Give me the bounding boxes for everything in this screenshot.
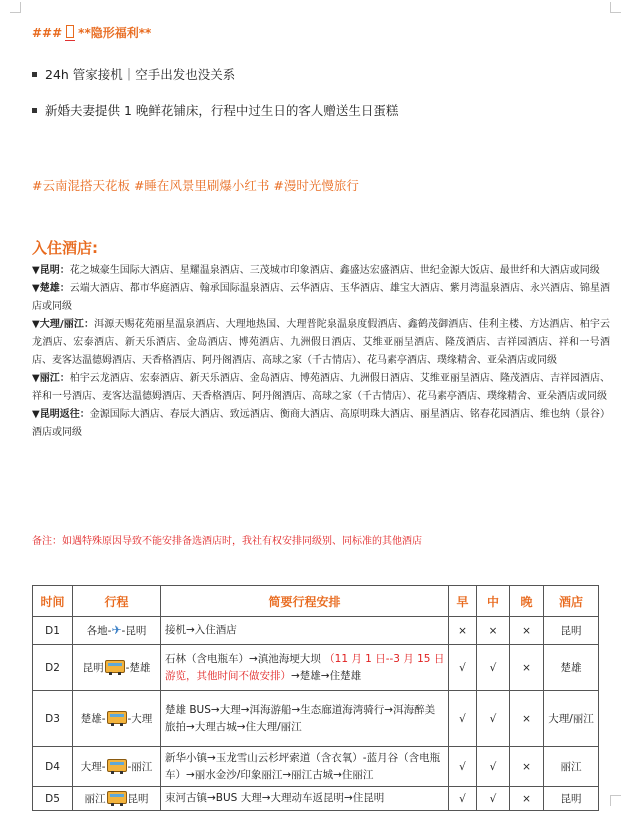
col-header-breakfast: 早 <box>449 586 477 617</box>
route-from: 楚雄- <box>80 713 106 725</box>
bullet-text: 新婚夫妻提供 1 晚鲜花铺床，行程中过生日的客人赠送生日蛋糕 <box>45 103 399 118</box>
bus-icon <box>105 660 125 673</box>
cell-lunch: √ <box>477 747 510 787</box>
hotel-note: 备注：如遇特殊原因导致不能安排备选酒店时，我社有权安排同级别、同标准的其他酒店 <box>32 536 422 547</box>
cell-route <box>73 617 161 645</box>
cell-day: D3 <box>33 691 73 747</box>
col-header-plan: 简要行程安排 <box>161 586 449 617</box>
cell-day: D2 <box>33 645 73 691</box>
cell-day: D1 <box>33 617 73 645</box>
cell-plan <box>161 747 449 787</box>
hotel-city: ▼丽江： <box>32 373 70 384</box>
cell-plan <box>161 787 449 811</box>
cell-breakfast: √ <box>449 645 477 691</box>
plan-text: 石林（含电瓶车）→滇池海埂大坝 <box>165 652 325 665</box>
plan-text: 接机→入住酒店 <box>165 624 237 636</box>
hotel-section-title: 入住酒店: <box>32 239 98 257</box>
route-to: -楚雄 <box>125 662 151 674</box>
cell-breakfast: √ <box>449 691 477 747</box>
bullet-icon <box>32 72 37 77</box>
bullet-text: 24h 管家接机｜空手出发也没关系 <box>45 67 236 82</box>
table-row <box>33 645 599 691</box>
route-to: 昆明 <box>127 793 149 805</box>
plan-text: 楚雄 BUS→大理→洱海游船→生态廊道海湾骑行→洱海醉美旅拍→大理古城→住大理/丽江 <box>165 703 436 733</box>
cell-route <box>73 747 161 787</box>
route-from: 各地- <box>86 625 112 637</box>
cell-dinner: × <box>510 617 544 645</box>
cell-lunch: √ <box>477 645 510 691</box>
table-row <box>33 787 599 811</box>
col-header-route: 行程 <box>73 586 161 617</box>
bullet-item <box>32 65 235 83</box>
cell-day: D4 <box>33 747 73 787</box>
cell-lunch: × <box>477 617 510 645</box>
hotel-entry <box>32 370 610 406</box>
cell-hotel: 大理/丽江 <box>544 691 599 747</box>
hotel-names: 洱源天赐花苑丽星温泉酒店、大理地热国、大理普陀泉温泉度假酒店、鑫鹤茂御酒店、佳利主楼、方达酒店、柏宇云龙酒店、宏泰酒店、新天乐酒店、金岛酒店、博苑酒店、九洲假日酒店、艾维亚丽呈酒店、隆茂酒店、吉祥园酒店、祥和一号酒店、麦客达温德姆酒店、天香格酒店、阿丹阁酒店、高球之家（千古情店）、花马素亭酒店、璞缘精舍、亚朵酒店或同级 <box>32 319 611 366</box>
col-header-hotel: 酒店 <box>544 586 599 617</box>
cell-hotel: 昆明 <box>544 617 599 645</box>
route-from: 昆明 <box>82 662 104 674</box>
table-row <box>33 747 599 787</box>
bus-icon <box>107 711 127 724</box>
cell-dinner: × <box>510 747 544 787</box>
cell-dinner: × <box>510 691 544 747</box>
cell-route <box>73 787 161 811</box>
col-header-lunch: 中 <box>477 586 510 617</box>
hotel-names: 金源国际大酒店、春辰大酒店、致远酒店、衡商大酒店、高原明珠大酒店、丽星酒店、铭春花园酒店、维也纳（景谷）酒店或同级 <box>32 409 610 438</box>
cell-hotel: 楚雄 <box>544 645 599 691</box>
itinerary-table <box>32 585 599 811</box>
hotel-city: ▼大理/丽江： <box>32 319 95 330</box>
hotel-city: ▼昆明： <box>32 265 70 276</box>
airplane-icon: ✈ <box>111 623 122 637</box>
hotel-entry <box>32 262 610 280</box>
route-from: 大理- <box>80 761 106 773</box>
cell-day: D5 <box>33 787 73 811</box>
cell-breakfast: × <box>449 617 477 645</box>
cell-plan <box>161 645 449 691</box>
route-to: -大理 <box>127 713 153 725</box>
table-row <box>33 691 599 747</box>
cell-dinner: × <box>510 645 544 691</box>
cell-route <box>73 645 161 691</box>
hotel-city: ▼昆明返往： <box>32 409 90 420</box>
bus-icon <box>107 791 127 804</box>
plan-text: 束河古镇→BUS 大理→大理动车返昆明→住昆明 <box>165 792 385 804</box>
table-row <box>33 617 599 645</box>
hotel-city: ▼楚雄： <box>32 283 70 294</box>
cell-route <box>73 691 161 747</box>
cell-dinner: × <box>510 787 544 811</box>
hotel-entry <box>32 316 610 370</box>
route-to: -丽江 <box>127 761 153 773</box>
page-corner-mark <box>610 795 621 806</box>
bus-icon <box>107 759 127 772</box>
hashtags: #云南混搭天花板 #睡在风景里刷爆小红书 #漫时光慢旅行 <box>32 178 359 193</box>
hotel-entry <box>32 280 610 316</box>
hotel-names: 花之城豪生国际大酒店、星耀温泉酒店、三茂城市印象酒店、鑫盛达宏盛酒店、世纪金源大饭店、最世纤和大酒店或同级 <box>69 265 600 276</box>
page-corner-mark <box>610 2 621 13</box>
page-corner-mark <box>10 2 21 13</box>
hotel-entry <box>32 406 610 442</box>
plan-note-red: （11 月 1 日--3 月 15 日游览，其他时间不做安排） <box>165 652 445 682</box>
cell-hotel: 丽江 <box>544 747 599 787</box>
hotel-list <box>32 262 610 442</box>
heading-hashes: ### <box>32 26 63 40</box>
cell-plan <box>161 691 449 747</box>
col-header-time: 时间 <box>33 586 73 617</box>
cell-lunch: √ <box>477 787 510 811</box>
section-heading <box>32 24 151 41</box>
missing-glyph-icon <box>66 25 74 38</box>
table-header-row <box>33 586 599 617</box>
bullet-item <box>32 101 398 119</box>
cell-breakfast: √ <box>449 787 477 811</box>
heading-title: **隐形福利** <box>78 26 152 40</box>
plan-text: 新华小镇→玉龙雪山云杉坪索道（含衣氧）-蓝月谷（含电瓶车）→丽水金沙/印象丽江→丽江古城→住丽江 <box>165 751 441 781</box>
cell-hotel: 昆明 <box>544 787 599 811</box>
hotel-names: 柏宇云龙酒店、宏泰酒店、新天乐酒店、金岛酒店、博苑酒店、九洲假日酒店、艾维亚丽呈酒店、隆茂酒店、吉祥园酒店、祥和一号酒店、麦客达温德姆酒店、天香格酒店、阿丹阁酒店、高球之家（千古情店）、花马素亭酒店、璞缘精舍、亚朵酒店或同级 <box>32 373 610 402</box>
plan-text-after: →楚雄→住楚雄 <box>291 669 362 682</box>
cell-breakfast: √ <box>449 747 477 787</box>
bullet-icon <box>32 108 37 113</box>
route-to: -昆明 <box>121 625 147 637</box>
hotel-names: 云端大酒店、都市华庭酒店、翰承国际温泉酒店、云华酒店、玉华酒店、雄宝大酒店、紫月湾温泉酒店、永兴酒店、锦星酒店或同级 <box>32 283 610 312</box>
cell-plan <box>161 617 449 645</box>
col-header-dinner: 晚 <box>510 586 544 617</box>
route-from: 丽江 <box>84 793 106 805</box>
cell-lunch: √ <box>477 691 510 747</box>
